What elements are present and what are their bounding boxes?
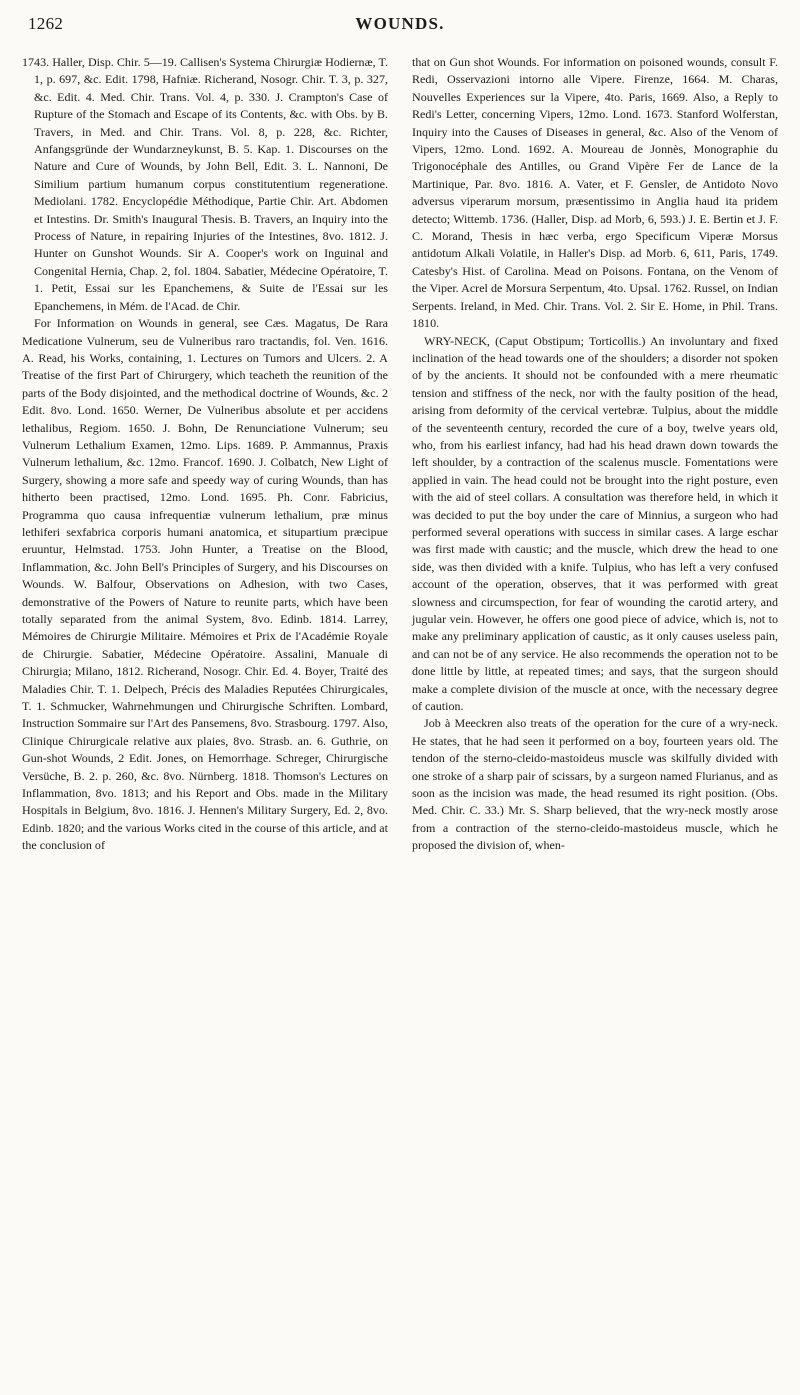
two-column-body	[22, 54, 778, 855]
poisoned-wounds-references: that on Gun shot Wounds. For information on poisoned wounds, consult F. Redi, Osservazioni intorno alle Vipere. Firenze, 1664. M. Charas, Nouvelles Experiences sur la Vipere, 4to. Paris, 1669. Also, a Reply to Redi's Letter, concerning Vipers, 12mo. Lond. 1673. Stanford Wolferstan, Inquiry into the Causes of Diseases in general, &c. Also of the Venom of Vipers, 12mo. Lond. 1692. A. Moureau de Jonnès, Monographie du Trigonocéphale des Antilles, ou Grand Vipère Fer de Lance de la Martinique, Par. 8vo. 1816. A. Vater, et F. Gensler, de Antidoto Novo adversus viperarum morsum, præsentissimo in Anglia haud ita pridem detecto; Wittemb. 1736. (Haller, Disp. ad Morb, 6, 593.) J. E. Bertin et J. F. C. Morand, Thesis in hæc verba, ergo Specificum Viperæ Morsus antidotum Alkali Volatile, in Haller's Disp. ad Morb. 6, 611, Paris, 1749. Catesby's Hist. of Carolina. Mead on Poisons. Fontana, on the Venom of the Viper. Acrel de Morsura Serpentum, 4to. Upsal. 1762. Russel, on Indian Serpents. Ireland, in Med. Chir. Trans. Vol. 2. Sir E. Home, in Phil. Trans. 1810.	[412, 55, 778, 331]
running-title: WOUNDS.	[355, 14, 445, 33]
references-paragraph: 1743. Haller, Disp. Chir. 5—19. Callisen's Systema Chirurgiæ Hodiernæ, T. 1, p. 697, &c. Edit. 1798, Hafniæ. Richerand, Nosogr. Chir. T. 3, p. 327, &c. Edit. 4. Med. Chir. Trans. Vol. 4, p. 330. J. Crampton's Case of Rupture of the Stomach and Escape of its Contents, &c. with Obs. by B. Travers, in Med. and Chir. Trans. Vol. 8, p. 228, &c. Richter, Anfangsgründe der Wundarzneykunst, B. 5. Kap. 1. Discourses on the Nature and Cure of Wounds, by John Bell, Edit. 3. L. Nannoni, De Similium partium humanum corpus constitutentium regeneratione. Mediolani. 1782. Encyclopédie Méthodique, Partie Chir. Art. Abdomen et Intestins. Dr. Smith's Inaugural Thesis. B. Travers, an Inquiry into the Process of Nature, in repairing Injuries of the Intestines, 8vo. 1812. J. Hunter on Gunshot Wounds. Sir A. Cooper's work on Inguinal and Congenital Hernia, Chap. 2, fol. 1804. Sabatier, Médecine Opératoire, T. 1. Petit, Essai sur les Epanchemens, & Suite de l'Essai sur les Epanchemens, in Mém. de l'Acad. de Chir.	[22, 55, 388, 313]
running-header	[22, 14, 778, 40]
page-number: 1262	[28, 14, 64, 33]
general-wounds-references: For Information on Wounds in general, see Cæs. Magatus, De Rara Medicatione Vulnerum, seu de Vulneribus raro tractandis, fol. Ven. 1616. A. Read, his Works, containing, 1. Lectures on Tumors and Ulcers. 2. A Treatise of the first Part of Chirurgery, which teacheth the reunition of the parts of the Body disjointed, and the methodical doctrine of Wounds, &c. 2 Edit. 8vo. Lond. 1650. Werner, De Vulneribus absolute et per accidens lethalibus, Regiom. 1650. J. Bohn, De Renunciatione Vulnerum; seu Vulnerum Lethalium Examen, 12mo. Lips. 1689. P. Ammannus, Praxis Vulnerum lethalium, &c. 12mo. Francof. 1690. J. Colbatch, New Light of Surgery, showing a more safe and speedy way of curing Wounds, than has hitherto been practised, 12mo. Lond. 1695. Ph. Conr. Fabricius, Programma quo causa infrequentiæ vulnerum lethalium, præ minus lethiferi sexfabrica corporis humani anatomica, et situpartium præcipue eruuntur, Helmstad. 1753. John Hunter, a Treatise on the Blood, Inflammation, &c. John Bell's Principles of Surgery, and his Discourses on Wounds. W. Balfour, Observations on Adhesion, with two Cases, demonstrative of the Powers of Nature to reunite parts, which have been totally separated from the animal System, 8vo. Edinb. 1814. Larrey, Mémoires de Chirurgie Militaire. Mémoires et Prix de l'Académie Royale de Chirurgie. Sabatier, Médecine Opératoire. Assalini, Manuale di Chirurgia; Milano, 1812. Richerand, Nosogr. Chir. Ed. 4. Boyer, Traité des Maladies Chir. T. 1. Delpech, Précis des Maladies Reputées Chirurgicales, T. 1. Schmucker, Wahrnehmungen und Chirurgische Schriften. Lombard, Instruction Sommaire sur l'Art des Pansemens, 8vo. Strasbourg. 1797. Also, Clinique Chirurgicale relative aux plaies, 8vo. Strasb. an. 6. Guthrie, on Gun-shot Wounds, 2 Edit. Jones, on Hemorrhage. Schreger, Chirurgische Versüche, B. 2. p. 260, &c. 8vo. Nürnberg. 1818. Thomson's Lectures on Inflammation, 8vo. 1813; and his Report and Obs. made in the Military Hospitals in Belgium, 8vo. 1816. J. Hennen's Military Surgery, Ed. 2, 8vo. Edinb. 1820; and the various Works cited in the course of this article, and at the conclusion of	[22, 316, 389, 853]
right-column	[412, 54, 778, 855]
wry-neck-entry: WRY-NECK, (Caput Obstipum; Torticollis.) An involuntary and fixed inclination of the head towards one of the shoulders; a disorder not spoken of by the ancients. It should not be confounded with a mere rheumatic tension and stiffness of the neck, nor with the faulty position of the head, arising from deformity of the cervical vertebræ. Tulpius, about the middle of the seventeenth century, recorded the cure of a boy, twelve years old, who, from his earliest infancy, had had his head drawn down towards the left shoulder, by a contraction of the scalenus muscle. Fomentations were applied in vain. The head could not be brought into the right posture, even with the aid of steel collars. A consultation was therefore held, in which it was decided to put the boy under the care of Minnius, a surgeon who had performed several operations with success in similar cases. A large eschar was first made with caustic; and the muscle, which drew the head to one side, was then divided with a knife. Tulpius, who has left a very confused account of the operation, observes, that it was performed with great slowness and circumspection, for fear of wounding the carotid artery, and jugular vein. However, he offers one good piece of advice, which is, not to make any preliminary application of caustic, as it only causes useless pain, and can not be of any service. He also recommends the operation not to be done little by little, at repeated times; and says, that the surgeon should make a complete division of the muscle at once, with the necessary degree of caution.	[412, 333, 778, 714]
left-column	[22, 54, 388, 855]
wry-neck-continued: Job à Meeckren also treats of the operation for the cure of a wry-neck. He states, that he had seen it performed on a boy, fourteen years old. The tendon of the sterno-cleido-mastoideus muscle was skilfully divided with one stroke of a sharp pair of scissars, by a surgeon named Flurianus, and as soon as the incision was made, the head resumed its right position. (Obs. Med. Chir. C. 33.) Mr. S. Sharp believed, that the wry-neck mostly arose from a contraction of the sterno-cleido-mastoideus muscle, which he proposed the division of, when-	[412, 716, 778, 853]
